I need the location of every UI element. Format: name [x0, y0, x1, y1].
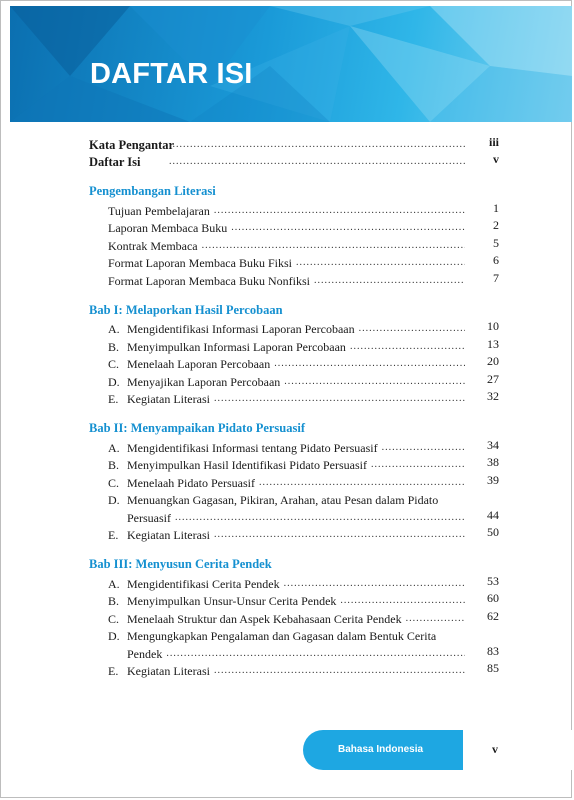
toc-entry-title: Menelaah Laporan Percobaan — [127, 357, 271, 371]
toc-entry-letter: C. — [108, 475, 120, 490]
toc-leader-dots — [214, 392, 465, 406]
toc-entry-page: 53 — [487, 573, 499, 588]
toc-entry-page: 38 — [487, 455, 499, 469]
toc-entry-letter: D. — [108, 493, 120, 507]
section-heading: Bab I: Melaporkan Hasil Percobaan — [89, 302, 283, 317]
toc-entry-letter: A. — [108, 440, 120, 455]
toc-entry-page: 13 — [487, 336, 499, 351]
toc-entry-page: 10 — [487, 319, 499, 333]
toc-leader-dots — [274, 357, 465, 371]
toc-entry-title: Menyimpulkan Hasil Identifikasi Pidato Persuasif — [127, 458, 367, 472]
section-heading: Bab III: Menyusun Cerita Pendek — [89, 557, 272, 571]
toc-entry-page: 7 — [493, 270, 499, 285]
toc-entry-page: 6 — [493, 253, 499, 267]
toc-entry[interactable] — [89, 270, 499, 288]
toc-entry-title: Mengungkapkan Pengalaman dan Gagasan dalam Bentuk Cerita — [127, 629, 437, 643]
toc-entry-letter: C. — [108, 357, 120, 371]
toc-leader-dots — [202, 239, 465, 253]
section-gap — [89, 169, 499, 183]
toc-leader-dots — [382, 441, 465, 455]
toc-entry-page: 85 — [487, 661, 499, 675]
toc-entry-page: 20 — [487, 354, 499, 368]
toc-entry[interactable] — [89, 643, 499, 661]
toc-leader-dots — [371, 458, 465, 472]
toc-entry-page: 5 — [493, 235, 499, 250]
toc-entry-title: Persuasif — [127, 510, 171, 525]
toc-entry[interactable] — [89, 336, 499, 354]
toc-entry-title: Mengidentifikasi Informasi Laporan Percobaan — [127, 322, 355, 336]
footer-subject: Bahasa Indonesia — [338, 744, 424, 755]
toc-leader-dots — [284, 577, 465, 591]
toc-entry-page: 39 — [487, 472, 499, 487]
toc-entry[interactable] — [89, 437, 499, 455]
toc-entry-letter: C. — [108, 611, 120, 626]
toc-entry-page: 44 — [487, 507, 499, 522]
toc-entry-letter: E. — [108, 392, 119, 406]
toc-entry[interactable] — [89, 319, 499, 337]
toc-entry-title: Kegiatan Literasi — [127, 528, 210, 542]
toc-entry-title: Format Laporan Membaca Buku Nonfiksi — [108, 273, 310, 288]
toc-entry-title: Tujuan Pembelajaran — [108, 203, 210, 218]
toc-entry-letter: B. — [108, 458, 120, 472]
toc-entry-page: 83 — [487, 643, 499, 658]
footer-page-number: v — [492, 742, 498, 756]
table-of-contents — [89, 134, 499, 678]
toc-entry[interactable] — [89, 371, 499, 389]
toc-entry[interactable] — [89, 490, 499, 508]
toc-leader-dots — [231, 221, 465, 235]
toc-entry-page: 2 — [493, 218, 499, 232]
toc-entry[interactable] — [89, 455, 499, 473]
toc-entry-title: Pendek — [127, 646, 163, 661]
toc-leader-dots — [169, 138, 465, 152]
toc-entry[interactable] — [89, 253, 499, 271]
toc-leader-dots — [166, 647, 465, 661]
toc-entry-letter: B. — [108, 339, 120, 354]
toc-leader-dots — [214, 204, 465, 218]
section-heading: Pengembangan Literasi — [89, 184, 216, 198]
toc-entry-title: Daftar Isi — [89, 155, 141, 169]
toc-entry-page: 1 — [493, 200, 499, 215]
toc-entry-title: Menelaah Struktur dan Aspek Kebahasaan Cerita Pendek — [127, 611, 402, 626]
toc-entry-page: 32 — [487, 389, 499, 403]
toc-entry[interactable] — [89, 573, 499, 591]
toc-entry[interactable] — [89, 507, 499, 525]
toc-entry-page: 27 — [487, 371, 499, 386]
toc-entry-letter: D. — [108, 629, 120, 643]
toc-leader-dots — [259, 476, 465, 490]
toc-entry-letter: E. — [108, 528, 119, 542]
toc-entry-title: Format Laporan Membaca Buku Fiksi — [108, 256, 292, 270]
toc-entry[interactable] — [89, 218, 499, 236]
toc-entry-page: 62 — [487, 608, 499, 623]
toc-leader-dots — [359, 322, 465, 336]
toc-entry-page: 34 — [487, 437, 499, 452]
toc-entry-letter: D. — [108, 374, 120, 389]
toc-entry[interactable] — [89, 389, 499, 407]
toc-entry-title: Menelaah Pidato Persuasif — [127, 475, 255, 490]
toc-entry-title: Laporan Membaca Buku — [108, 221, 228, 235]
toc-entry-title: Kontrak Membaca — [108, 238, 198, 253]
toc-entry-title: Menyimpulkan Informasi Laporan Percobaan — [127, 339, 346, 354]
toc-leader-dots — [296, 256, 465, 270]
footer-page-box — [463, 730, 574, 770]
toc-entry-title: Mengidentifikasi Informasi tentang Pidato Persuasif — [127, 440, 378, 455]
toc-entry-page: 50 — [487, 525, 499, 539]
toc-entry-title: Menyimpulkan Unsur-Unsur Cerita Pendek — [127, 594, 337, 608]
toc-entry[interactable] — [89, 608, 499, 626]
toc-entry-page: v — [493, 152, 499, 166]
toc-entry[interactable] — [89, 472, 499, 490]
toc-entry-letter: A. — [108, 576, 120, 591]
toc-entry-letter: A. — [108, 322, 120, 336]
toc-leader-dots — [340, 594, 465, 608]
toc-leader-dots — [314, 274, 465, 288]
toc-entry-title: Kata Pengantar — [89, 137, 175, 152]
toc-leader-dots — [406, 612, 465, 626]
toc-entry[interactable] — [89, 661, 499, 679]
toc-entry[interactable] — [89, 200, 499, 218]
toc-entry[interactable] — [89, 525, 499, 543]
page-title: DAFTAR ISI — [90, 58, 253, 90]
toc-entry-page: iii — [488, 134, 499, 149]
toc-entry[interactable] — [89, 354, 499, 372]
toc-leader-dots — [214, 664, 465, 678]
section-gap — [89, 406, 499, 420]
toc-leader-dots — [169, 155, 465, 169]
toc-leader-dots — [350, 340, 465, 354]
toc-entry-title: Menuangkan Gagasan, Pikiran, Arahan, atau Pesan dalam Pidato — [127, 493, 439, 507]
toc-entry-letter: B. — [108, 594, 120, 608]
toc-entry[interactable] — [89, 152, 499, 170]
section-gap — [89, 288, 499, 302]
toc-entry-title: Kegiatan Literasi — [127, 392, 210, 406]
toc-entry[interactable] — [89, 591, 499, 609]
toc-leader-dots — [175, 511, 465, 525]
toc-leader-dots — [214, 528, 465, 542]
section-gap — [89, 542, 499, 556]
section-heading: Bab II: Menyampaikan Pidato Persuasif — [89, 421, 305, 435]
toc-entry[interactable] — [89, 626, 499, 644]
toc-entry-letter: E. — [108, 664, 119, 678]
toc-entry-title: Kegiatan Literasi — [127, 664, 210, 678]
toc-entry-page: 60 — [487, 591, 499, 605]
toc-leader-dots — [284, 375, 465, 389]
header-banner — [10, 6, 572, 122]
toc-entry[interactable] — [89, 134, 499, 152]
toc-entry-title: Mengidentifikasi Cerita Pendek — [127, 576, 280, 591]
toc-entry-title: Menyajikan Laporan Percobaan — [127, 374, 281, 389]
toc-entry[interactable] — [89, 235, 499, 253]
